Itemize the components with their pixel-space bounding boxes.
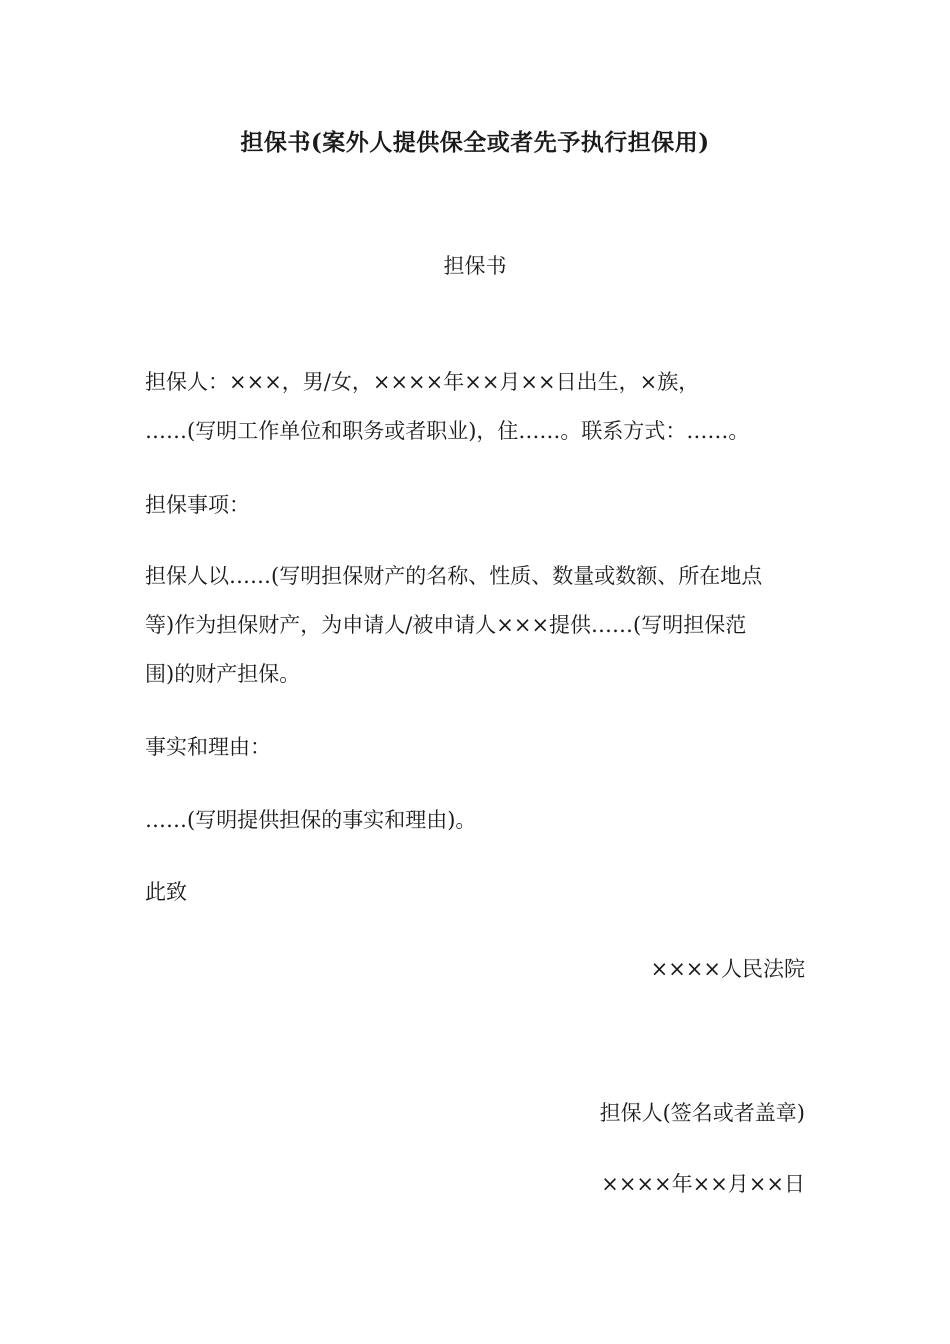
guarantee-matters-paragraph [145,552,810,699]
guarantor-info-paragraph [145,358,810,456]
guarantor-signature: 担保人(签名或者盖章) [599,1101,805,1125]
guarantor-info-line-2: ……(写明工作单位和职务或者职业)，住……。联系方式：……。 [145,419,750,443]
document-title: 担保书(案外人提供保全或者先予执行担保用) [240,129,710,156]
guarantor-info-line-1: 担保人：×××，男/女，××××年××月××日出生，×族， [145,370,700,394]
guarantee-matters-line-1: 担保人以……(写明担保财产的名称、性质、数量或数额、所在地点 [145,564,763,588]
signature-date: ××××年××月××日 [601,1172,805,1196]
document-subtitle: 担保书 [443,254,507,278]
facts-paragraph: ……(写明提供担保的事实和理由)。 [145,808,477,832]
guarantee-matters-line-3: 围)的财产担保。 [145,662,301,686]
facts-heading: 事实和理由： [145,735,271,759]
court-name: ××××人民法院 [650,957,805,981]
salutation: 此致 [145,880,187,904]
guarantee-matters-heading: 担保事项： [145,493,250,517]
guarantee-matters-line-2: 等)作为担保财产，为申请人/被申请人×××提供……(写明担保范 [145,613,747,637]
